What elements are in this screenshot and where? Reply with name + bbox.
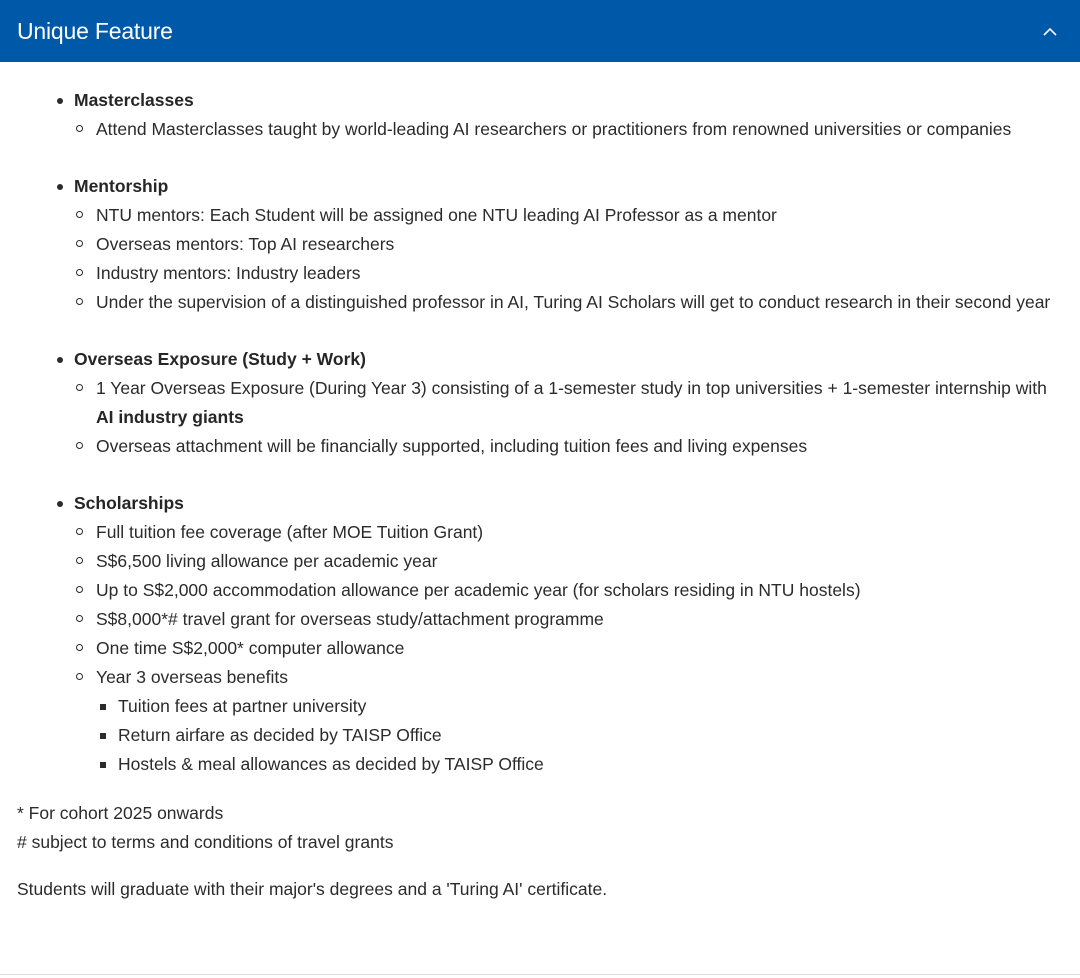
section-title: Mentorship (0, 172, 1080, 201)
list-item: NTU mentors: Each Student will be assigned one NTU leading AI Professor as a mentor (0, 201, 1080, 230)
list-item: One time S$2,000* computer allowance (0, 634, 1080, 663)
list-item-emphasis: AI industry giants (96, 407, 244, 427)
list-item: Under the supervision of a distinguished professor in AI, Turing AI Scholars will get to conduct research in their second year (0, 288, 1080, 317)
accordion-content (0, 62, 1080, 904)
list-item: Overseas attachment will be financially supported, including tuition fees and living expenses (0, 432, 1080, 461)
section-masterclasses (0, 86, 1080, 144)
accordion-header[interactable] (0, 0, 1080, 62)
sub-list-item: Hostels & meal allowances as decided by TAISP Office (0, 750, 1080, 779)
list-item: S$6,500 living allowance per academic year (0, 547, 1080, 576)
graduation-note: Students will graduate with their major's degrees and a 'Turing AI' certificate. (17, 879, 608, 899)
list-item: Industry mentors: Industry leaders (0, 259, 1080, 288)
list-item: Full tuition fee coverage (after MOE Tuition Grant) (0, 518, 1080, 547)
section-title: Masterclasses (0, 86, 1080, 115)
sub-list-item: Tuition fees at partner university (0, 692, 1080, 721)
chevron-up-icon[interactable] (1038, 19, 1062, 43)
accordion-title: Unique Feature (17, 17, 173, 44)
section-overseas-exposure (0, 345, 1080, 461)
list-item: Year 3 overseas benefits (0, 663, 1080, 692)
footnote-travel-grant: # subject to terms and conditions of travel grants (17, 832, 394, 852)
section-scholarships (0, 489, 1080, 779)
section-mentorship (0, 172, 1080, 317)
footnotes (0, 799, 1080, 857)
section-title: Overseas Exposure (Study + Work) (0, 345, 1080, 374)
section-title: Scholarships (0, 489, 1080, 518)
list-item: Up to S$2,000 accommodation allowance per academic year (for scholars residing in NTU hostels) (0, 576, 1080, 605)
list-item (0, 374, 1080, 432)
footnote-cohort: * For cohort 2025 onwards (17, 803, 224, 823)
list-item: Attend Masterclasses taught by world-leading AI researchers or practitioners from renowned universities or companies (0, 115, 1080, 144)
list-item-text: 1 Year Overseas Exposure (During Year 3) consisting of a 1-semester study in top universities + 1-semester internship with (96, 378, 1047, 398)
divider (0, 974, 1080, 975)
sub-list-item: Return airfare as decided by TAISP Office (0, 721, 1080, 750)
list-item: S$8,000*# travel grant for overseas study/attachment programme (0, 605, 1080, 634)
list-item: Overseas mentors: Top AI researchers (0, 230, 1080, 259)
